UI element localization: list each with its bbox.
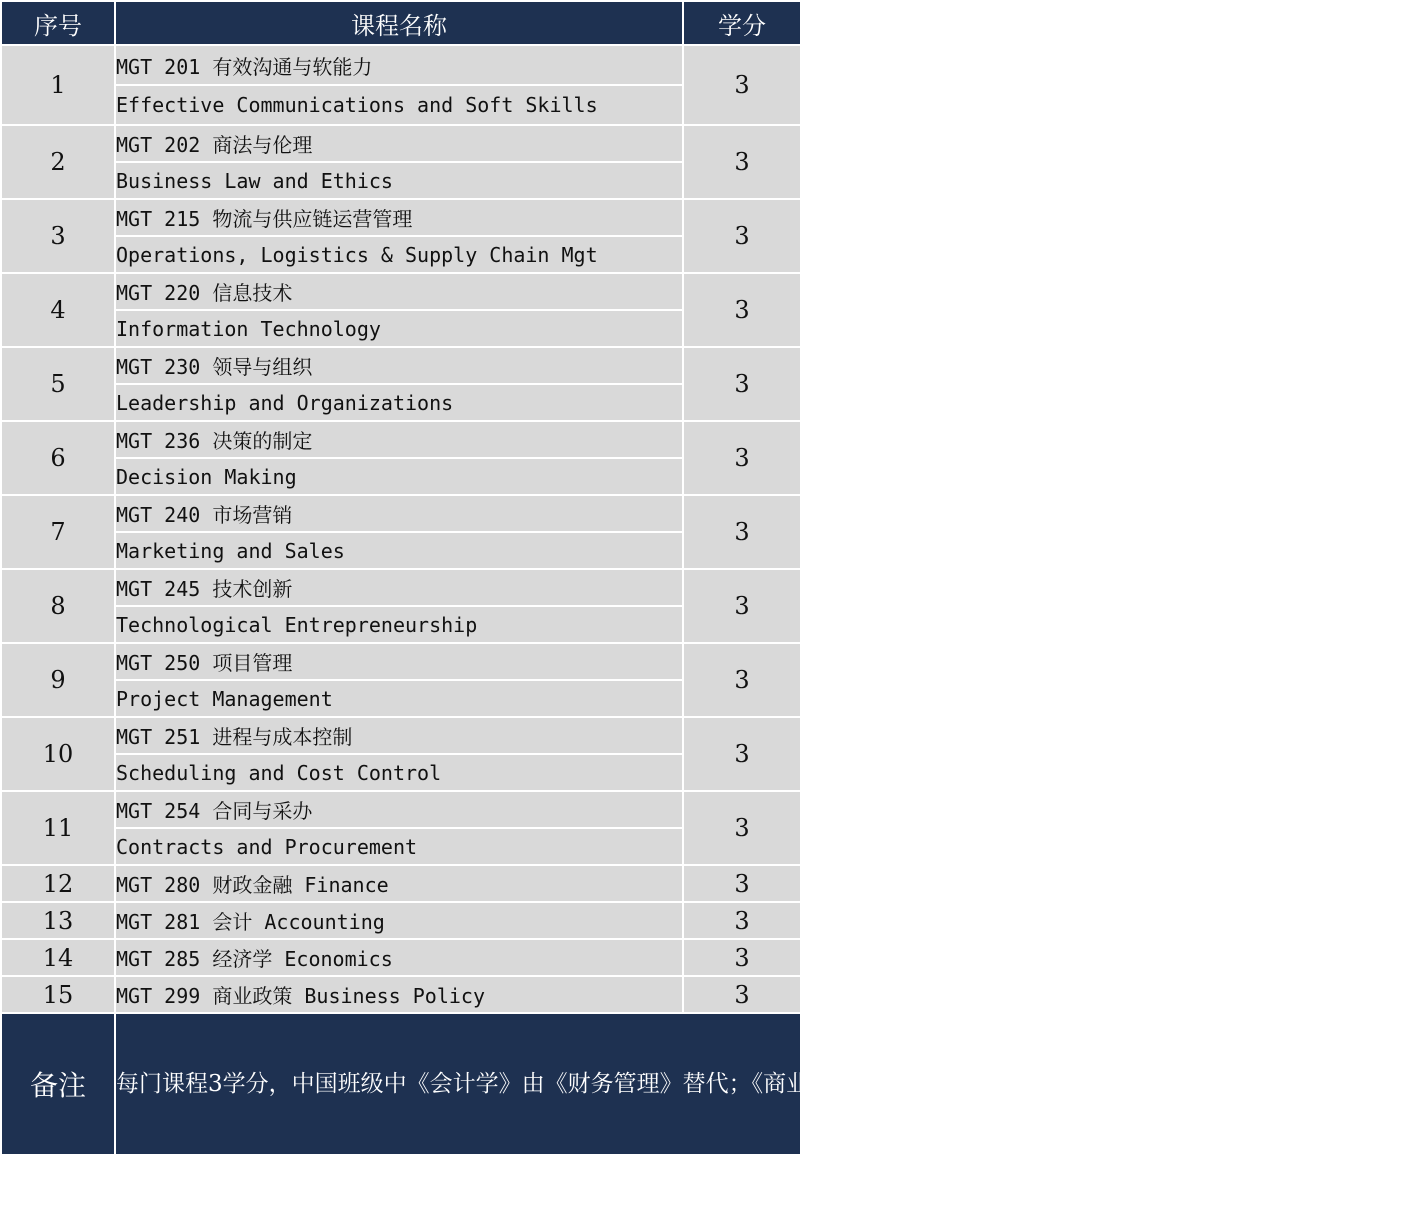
- course-index: 4: [1, 273, 115, 347]
- table-body: [1, 45, 1419, 1155]
- course-name-en: Contracts and Procurement: [115, 828, 683, 865]
- course-index: 12: [1, 865, 115, 902]
- note-text: 每门课程3学分，中国班级中《会计学》由《财务管理》替代；《商业政策》由《战略管理》替代；《经济学》改为《管理经济学》: [115, 1013, 801, 1155]
- header-credit: 学分: [683, 1, 801, 45]
- note-row: [1, 1013, 801, 1155]
- course-name-zh: MGT 236 决策的制定: [115, 421, 683, 458]
- course-index: 6: [1, 421, 115, 495]
- course-credit: 3: [683, 865, 801, 902]
- course-name-zh: MGT 250 项目管理: [115, 643, 683, 680]
- course-credit: 3: [683, 125, 801, 199]
- table-header: [1, 1, 801, 45]
- table-row: [1, 199, 801, 236]
- table-row: [1, 125, 801, 162]
- course-credit: 3: [683, 791, 801, 865]
- course-index: 10: [1, 717, 115, 791]
- note-label: 备注: [1, 1013, 115, 1155]
- course-name-en: Technological Entrepreneurship: [115, 606, 683, 643]
- table-row: [1, 495, 801, 532]
- course-name: MGT 280 财政金融 Finance: [115, 865, 683, 902]
- course-name-zh: MGT 251 进程与成本控制: [115, 717, 683, 754]
- course-name-en: Scheduling and Cost Control: [115, 754, 683, 791]
- table-row: [1, 717, 801, 754]
- course-name: MGT 285 经济学 Economics: [115, 939, 683, 976]
- course-credit: 3: [683, 45, 801, 125]
- course-index: 15: [1, 976, 115, 1013]
- table-row: [1, 347, 801, 384]
- table-row: [1, 791, 801, 828]
- course-name-zh: MGT 215 物流与供应链运营管理: [115, 199, 683, 236]
- course-credit: 3: [683, 347, 801, 421]
- table-row: [1, 865, 801, 902]
- course-index: 9: [1, 643, 115, 717]
- course-credit: 3: [683, 643, 801, 717]
- course-name: MGT 281 会计 Accounting: [115, 902, 683, 939]
- table-row: [1, 976, 801, 1013]
- course-name-en: Marketing and Sales: [115, 532, 683, 569]
- header-course-name: 课程名称: [115, 1, 683, 45]
- course-name-en: Decision Making: [115, 458, 683, 495]
- course-name-zh: MGT 240 市场营销: [115, 495, 683, 532]
- table-row: [1, 902, 801, 939]
- course-name: MGT 299 商业政策 Business Policy: [115, 976, 683, 1013]
- course-index: 3: [1, 199, 115, 273]
- course-name-zh: MGT 245 技术创新: [115, 569, 683, 606]
- course-name-en: Information Technology: [115, 310, 683, 347]
- table-row: [1, 421, 801, 458]
- course-credit: 3: [683, 421, 801, 495]
- course-name-en: Effective Communications and Soft Skills: [115, 85, 683, 125]
- course-credit: 3: [683, 495, 801, 569]
- table-row: [1, 939, 801, 976]
- course-index: 2: [1, 125, 115, 199]
- course-name-zh: MGT 201 有效沟通与软能力: [115, 45, 683, 85]
- table-row: [1, 643, 801, 680]
- table-row: [1, 569, 801, 606]
- course-index: 14: [1, 939, 115, 976]
- course-credit: 3: [683, 717, 801, 791]
- course-name-en: Leadership and Organizations: [115, 384, 683, 421]
- course-index: 8: [1, 569, 115, 643]
- course-index: 1: [1, 45, 115, 125]
- course-credit: 3: [683, 273, 801, 347]
- course-name-zh: MGT 220 信息技术: [115, 273, 683, 310]
- course-name-en: Operations, Logistics & Supply Chain Mgt: [115, 236, 683, 273]
- course-credit: 3: [683, 939, 801, 976]
- course-name-en: Business Law and Ethics: [115, 162, 683, 199]
- header-index: 序号: [1, 1, 115, 45]
- course-name-zh: MGT 230 领导与组织: [115, 347, 683, 384]
- course-index: 7: [1, 495, 115, 569]
- table-row: [1, 273, 801, 310]
- course-index: 11: [1, 791, 115, 865]
- course-name-en: Project Management: [115, 680, 683, 717]
- course-credit: 3: [683, 902, 801, 939]
- course-name-zh: MGT 202 商法与伦理: [115, 125, 683, 162]
- course-index: 5: [1, 347, 115, 421]
- course-credit: 3: [683, 199, 801, 273]
- course-index: 13: [1, 902, 115, 939]
- course-credit: 3: [683, 569, 801, 643]
- course-credit: 3: [683, 976, 801, 1013]
- table-row: [1, 45, 801, 85]
- course-name-zh: MGT 254 合同与采办: [115, 791, 683, 828]
